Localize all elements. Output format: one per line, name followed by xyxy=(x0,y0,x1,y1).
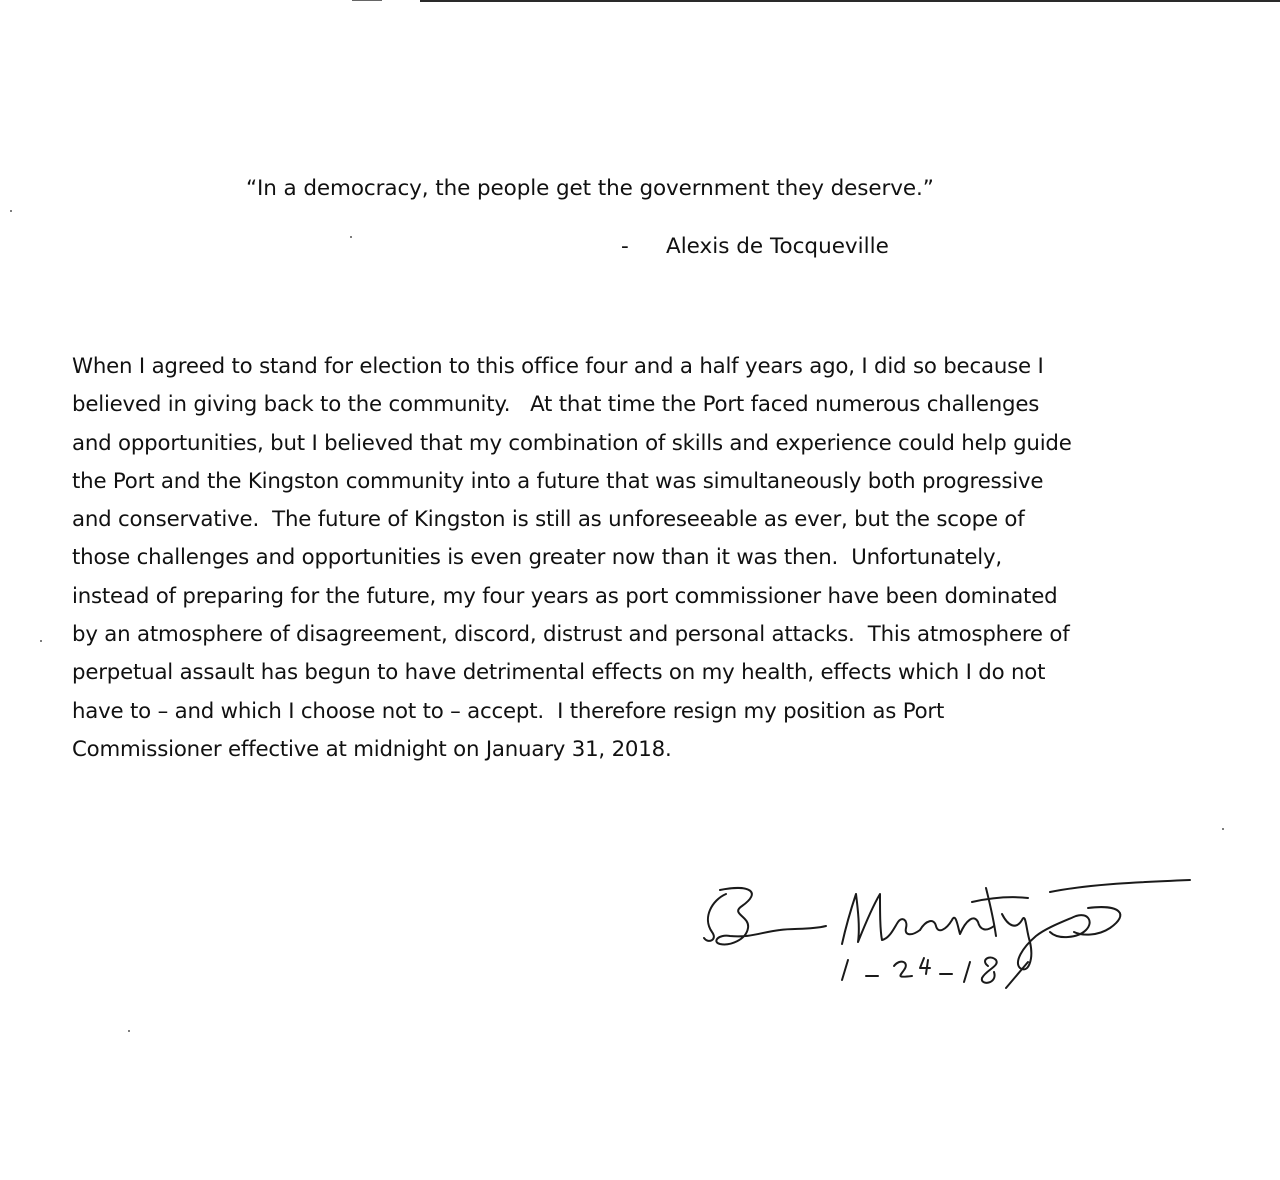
letter-line: by an atmosphere of disagreement, discord, distrust and personal attacks. This atmosphere of xyxy=(72,622,1070,648)
letter-line: perpetual assault has begun to have detrimental effects on my health, effects which I do not xyxy=(72,660,1046,686)
epigraph-attribution xyxy=(621,234,889,259)
letter-line: Commissioner effective at midnight on January 31, 2018. xyxy=(72,736,672,762)
epigraph-quote: “In a democracy, the people get the government they deserve.” xyxy=(246,176,934,201)
letter-line: believed in giving back to the community. At that time the Port faced numerous challenges xyxy=(72,392,1040,418)
attribution-author: Alexis de Tocqueville xyxy=(666,234,889,259)
attribution-dash: - xyxy=(621,234,629,259)
letter-line: When I agreed to stand for election to this office four and a half years ago, I did so because I xyxy=(72,354,1044,379)
letter-body xyxy=(72,348,1202,769)
signature-drawing xyxy=(690,870,1200,1010)
scan-speck xyxy=(128,1030,130,1032)
letter-line: and conservative. The future of Kingston is still as unforeseeable as ever, but the scope of xyxy=(72,507,1025,533)
letter-line: have to – and which I choose not to – accept. I therefore resign my position as Port xyxy=(72,698,945,724)
scan-edge-line xyxy=(420,0,1280,2)
letter-line: those challenges and opportunities is even greater now than it was then. Unfortunately, xyxy=(72,545,1002,571)
scan-speck xyxy=(1222,828,1224,830)
scan-speck xyxy=(350,236,352,238)
letter-line: instead of preparing for the future, my four years as port commissioner have been dominated xyxy=(72,583,1058,609)
scan-edge-mark xyxy=(352,0,382,1)
scan-speck xyxy=(10,210,12,212)
handwritten-signature xyxy=(690,870,1200,1010)
scan-speck xyxy=(40,640,42,642)
letter-line: and opportunities, but I believed that my combination of skills and experience could help guide xyxy=(72,430,1072,456)
letter-line: the Port and the Kingston community into a future that was simultaneously both progressive xyxy=(72,468,1044,494)
